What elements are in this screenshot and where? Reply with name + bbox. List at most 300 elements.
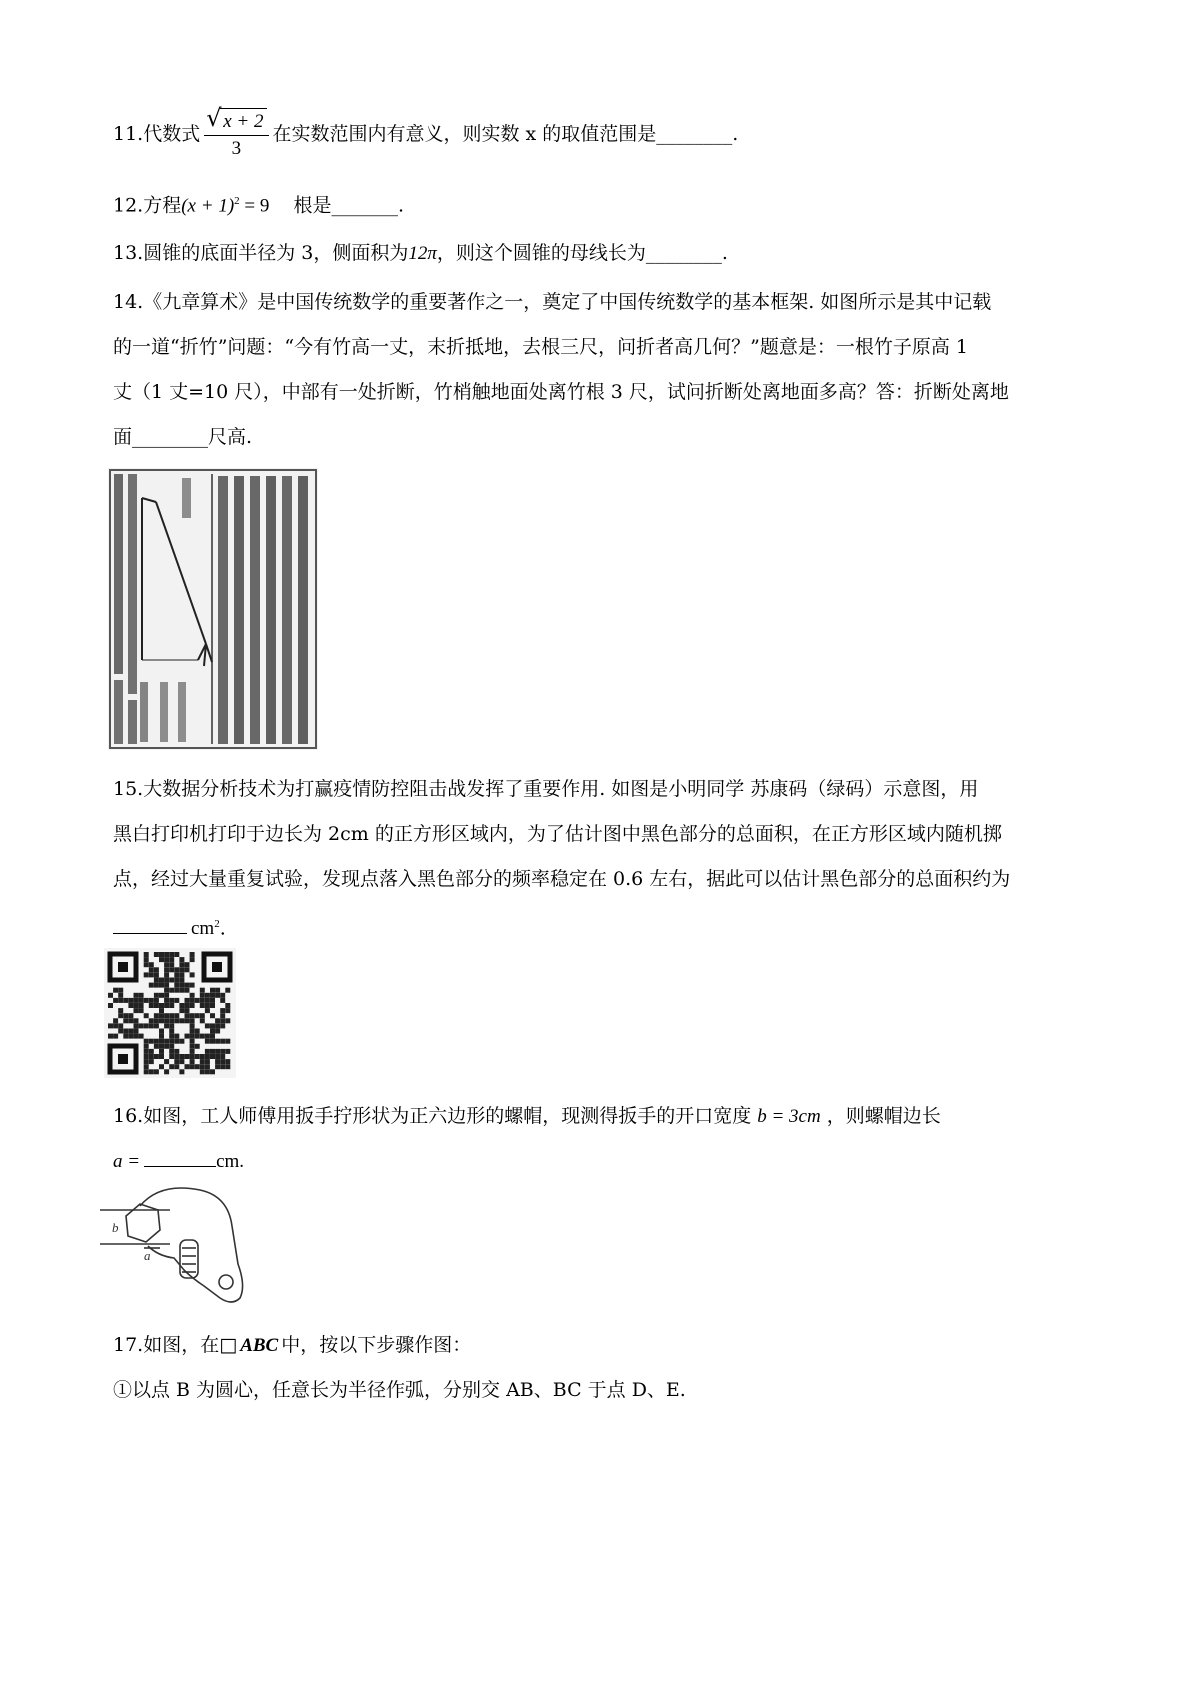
qr-module bbox=[210, 1054, 215, 1059]
qr-module bbox=[154, 1069, 159, 1074]
qr-module bbox=[128, 1018, 133, 1023]
q15-line-4: $cm^2$. bbox=[113, 902, 1103, 951]
qr-module bbox=[159, 1003, 164, 1008]
wrench-label-b: b bbox=[112, 1220, 119, 1235]
qr-module bbox=[164, 1039, 169, 1044]
q12-expression: (x + 1) bbox=[181, 195, 235, 217]
qr-module bbox=[220, 1018, 225, 1023]
qr-module bbox=[174, 1054, 179, 1059]
qr-module bbox=[179, 957, 184, 962]
qr-module bbox=[220, 1054, 225, 1059]
qr-module bbox=[144, 1064, 149, 1069]
qr-module bbox=[185, 1003, 190, 1008]
q13-suffix: ，则这个圆锥的母线长为________. bbox=[436, 242, 728, 264]
qr-module bbox=[149, 998, 154, 1003]
qr-module bbox=[169, 967, 174, 972]
qr-module bbox=[164, 1069, 169, 1074]
qr-module bbox=[215, 993, 220, 998]
qr-module bbox=[159, 952, 164, 957]
qr-module bbox=[174, 988, 179, 993]
qr-module bbox=[220, 1013, 225, 1018]
qr-module bbox=[139, 998, 144, 1003]
q14-line-2: 的一道“折竹”问题：“今有竹高一丈，末折抵地，去根三尺，问折者高几何？”题意是：一根竹子原高 1 bbox=[113, 336, 968, 358]
qr-module bbox=[139, 993, 144, 998]
qr-module bbox=[179, 1069, 184, 1074]
qr-module bbox=[164, 1044, 169, 1049]
qr-module bbox=[113, 988, 118, 993]
qr-module bbox=[225, 1008, 230, 1013]
bamboo-book-figure bbox=[108, 468, 318, 750]
qr-module bbox=[210, 1029, 215, 1034]
qr-module bbox=[190, 993, 195, 998]
qr-module bbox=[149, 983, 154, 988]
qr-module bbox=[134, 993, 139, 998]
qr-module bbox=[154, 998, 159, 1003]
qr-module bbox=[139, 1008, 144, 1013]
qr-module bbox=[174, 978, 179, 983]
qr-module bbox=[174, 1034, 179, 1039]
qr-module bbox=[195, 1029, 200, 1034]
qr-module bbox=[164, 988, 169, 993]
qr-module bbox=[225, 1003, 230, 1008]
qr-module bbox=[190, 952, 195, 957]
qr-module bbox=[169, 1044, 174, 1049]
qr-module bbox=[200, 1034, 205, 1039]
qr-module bbox=[205, 1003, 210, 1008]
qr-module bbox=[195, 1034, 200, 1039]
q16-line-1: 16.如图，工人师傅用扳手拧形状为正六边形的螺帽，现测得扳手的开口宽度 b = 3cm ，则螺帽边长 bbox=[113, 1105, 941, 1127]
qr-module bbox=[220, 1039, 225, 1044]
qr-module bbox=[215, 1054, 220, 1059]
qr-module bbox=[154, 1013, 159, 1018]
qr-module bbox=[215, 1064, 220, 1069]
qr-module bbox=[144, 952, 149, 957]
q16-b-expression: b = 3cm bbox=[757, 1106, 821, 1127]
question-14 bbox=[113, 280, 1103, 460]
qr-module bbox=[154, 1023, 159, 1028]
qr-module bbox=[159, 957, 164, 962]
q15-number: 15. bbox=[113, 778, 144, 800]
qr-module bbox=[190, 972, 195, 977]
qr-module bbox=[169, 1049, 174, 1054]
qr-module bbox=[134, 1034, 139, 1039]
qr-module bbox=[200, 993, 205, 998]
qr-module bbox=[118, 988, 123, 993]
qr-module bbox=[210, 993, 215, 998]
qr-module bbox=[220, 1023, 225, 1028]
qr-module bbox=[159, 1018, 164, 1023]
qr-module bbox=[174, 998, 179, 1003]
qr-module bbox=[195, 1013, 200, 1018]
qr-module bbox=[144, 1013, 149, 1018]
qr-module bbox=[108, 1023, 113, 1028]
qr-module bbox=[220, 1064, 225, 1069]
qr-module bbox=[200, 1018, 205, 1023]
qr-module bbox=[154, 1044, 159, 1049]
qr-module bbox=[220, 993, 225, 998]
qr-module bbox=[159, 1013, 164, 1018]
qr-module bbox=[169, 1039, 174, 1044]
qr-module bbox=[123, 1029, 128, 1034]
qr-module bbox=[144, 1044, 149, 1049]
qr-module bbox=[134, 1029, 139, 1034]
qr-module bbox=[174, 1018, 179, 1023]
qr-module bbox=[190, 1054, 195, 1059]
q12-exponent: 2 bbox=[234, 195, 240, 207]
qr-module bbox=[215, 1023, 220, 1028]
qr-module bbox=[179, 1008, 184, 1013]
qr-module bbox=[169, 962, 174, 967]
qr-module bbox=[220, 998, 225, 1003]
qr-module bbox=[154, 983, 159, 988]
q14-line-1: 14.《九章算术》是中国传统数学的重要著作之一，奠定了中国传统数学的基本框架. 如图所示是其中记载 bbox=[113, 291, 992, 313]
qr-module bbox=[215, 1018, 220, 1023]
qr-module bbox=[164, 983, 169, 988]
qr-module bbox=[144, 1054, 149, 1059]
q11-fraction bbox=[204, 104, 268, 162]
qr-module bbox=[174, 1059, 179, 1064]
qr-module bbox=[128, 1003, 133, 1008]
qr-module bbox=[108, 993, 113, 998]
qr-module bbox=[123, 998, 128, 1003]
qr-module bbox=[179, 988, 184, 993]
qr-module bbox=[164, 962, 169, 967]
q12-suffix: 根是_______. bbox=[269, 194, 405, 217]
qr-module bbox=[144, 957, 149, 962]
qr-module bbox=[108, 1034, 113, 1039]
qr-module bbox=[200, 1054, 205, 1059]
qr-module bbox=[113, 1023, 118, 1028]
qr-module bbox=[225, 1039, 230, 1044]
qr-module bbox=[134, 1003, 139, 1008]
qr-module bbox=[154, 1054, 159, 1059]
qr-module bbox=[215, 1059, 220, 1064]
q11-sqrt: √ x + 2 bbox=[206, 108, 266, 135]
qr-module bbox=[185, 1064, 190, 1069]
question-17 bbox=[113, 1323, 1103, 1413]
qr-module bbox=[220, 1008, 225, 1013]
qr-module bbox=[118, 1023, 123, 1028]
qr-module bbox=[128, 998, 133, 1003]
qr-module bbox=[164, 993, 169, 998]
qr-module bbox=[164, 1013, 169, 1018]
qr-module bbox=[159, 1054, 164, 1059]
qr-module bbox=[159, 993, 164, 998]
qr-module bbox=[185, 967, 190, 972]
qr-module bbox=[179, 967, 184, 972]
qr-module bbox=[190, 1064, 195, 1069]
qr-module bbox=[149, 1049, 154, 1054]
qr-module bbox=[149, 1023, 154, 1028]
qr-module bbox=[179, 972, 184, 977]
qr-module bbox=[215, 988, 220, 993]
qr-module bbox=[139, 1034, 144, 1039]
qr-module bbox=[159, 1008, 164, 1013]
qr-module bbox=[205, 1054, 210, 1059]
qr-module bbox=[159, 983, 164, 988]
qr-module bbox=[134, 1008, 139, 1013]
qr-module bbox=[200, 1003, 205, 1008]
qr-module bbox=[164, 1018, 169, 1023]
qr-module bbox=[185, 1034, 190, 1039]
qr-module bbox=[200, 988, 205, 993]
qr-module bbox=[154, 952, 159, 957]
qr-module bbox=[164, 1059, 169, 1064]
qr-module bbox=[149, 1018, 154, 1023]
qr-module bbox=[185, 962, 190, 967]
qr-module bbox=[190, 1013, 195, 1018]
qr-module bbox=[205, 1023, 210, 1028]
qr-module bbox=[210, 988, 215, 993]
qr-module bbox=[159, 1034, 164, 1039]
qr-module bbox=[210, 1039, 215, 1044]
qr-module bbox=[174, 972, 179, 977]
q12-prefix: 方程 bbox=[143, 194, 182, 217]
qr-module bbox=[118, 1029, 123, 1034]
qr-module bbox=[179, 1039, 184, 1044]
qr-module bbox=[190, 1039, 195, 1044]
qr-module bbox=[190, 1029, 195, 1034]
qr-module bbox=[205, 993, 210, 998]
q13-number: 13. bbox=[113, 242, 144, 264]
qr-module bbox=[169, 1018, 174, 1023]
qr-module bbox=[154, 1039, 159, 1044]
qr-module bbox=[205, 1059, 210, 1064]
qr-module bbox=[144, 1023, 149, 1028]
qr-module bbox=[205, 1069, 210, 1074]
qr-module bbox=[154, 972, 159, 977]
qr-module bbox=[174, 983, 179, 988]
qr-module bbox=[190, 998, 195, 1003]
qr-module bbox=[185, 1018, 190, 1023]
qr-module bbox=[149, 1069, 154, 1074]
qr-module bbox=[169, 988, 174, 993]
q17-triangle-glyph: □ bbox=[219, 1334, 238, 1356]
qr-module bbox=[190, 1044, 195, 1049]
qr-module bbox=[179, 962, 184, 967]
qr-module bbox=[195, 1064, 200, 1069]
qr-module bbox=[149, 972, 154, 977]
q15-line-1: 15.大数据分析技术为打赢疫情防控阻击战发挥了重要作用. 如图是小明同学 苏康码（绿码）示意图，用 bbox=[113, 778, 979, 800]
qr-module bbox=[190, 1034, 195, 1039]
q14-line-3: 丈（1 丈=10 尺），中部有一处折断，竹梢触地面处离竹根 3 尺，试问折断处离地面多高？答：折断处离地 bbox=[113, 381, 1009, 403]
wrench-label-a: a bbox=[144, 1248, 151, 1263]
qr-module bbox=[210, 1023, 215, 1028]
qr-module bbox=[185, 988, 190, 993]
qr-module bbox=[205, 1064, 210, 1069]
qr-module bbox=[154, 1003, 159, 1008]
qr-module bbox=[149, 1059, 154, 1064]
qr-module bbox=[169, 1013, 174, 1018]
qr-module bbox=[205, 1034, 210, 1039]
question-11 bbox=[113, 104, 1103, 162]
qr-module bbox=[179, 978, 184, 983]
q16-number: 16. bbox=[113, 1105, 144, 1127]
q11-denominator: 3 bbox=[231, 138, 242, 159]
qr-module bbox=[154, 967, 159, 972]
qr-module bbox=[174, 1039, 179, 1044]
qr-module bbox=[169, 1003, 174, 1008]
qr-module bbox=[200, 1064, 205, 1069]
q11-number: 11. bbox=[113, 123, 144, 145]
qr-module bbox=[185, 998, 190, 1003]
qr-module bbox=[113, 1034, 118, 1039]
qr-module bbox=[164, 1003, 169, 1008]
qr-module bbox=[225, 1018, 230, 1023]
qr-module bbox=[185, 1054, 190, 1059]
qr-module bbox=[169, 1034, 174, 1039]
qr-module bbox=[195, 1054, 200, 1059]
q16-answer-blank bbox=[144, 1148, 216, 1167]
q14-number: 14. bbox=[113, 291, 144, 313]
qr-module bbox=[149, 967, 154, 972]
q12-rhs: = 9 bbox=[239, 195, 270, 217]
qr-module bbox=[215, 1029, 220, 1034]
q11-radicand: x + 2 bbox=[220, 108, 266, 135]
q12-number: 12. bbox=[113, 194, 144, 217]
question-13 bbox=[113, 232, 1103, 275]
qr-module bbox=[149, 1003, 154, 1008]
q16-a-label: a = bbox=[113, 1151, 141, 1172]
qr-module bbox=[190, 1023, 195, 1028]
qr-module bbox=[144, 1049, 149, 1054]
qr-module bbox=[139, 1003, 144, 1008]
qr-module bbox=[159, 1039, 164, 1044]
qr-module bbox=[174, 967, 179, 972]
qr-module bbox=[159, 1049, 164, 1054]
qr-module bbox=[113, 998, 118, 1003]
q16-line-2: a = cm. bbox=[113, 1139, 1103, 1184]
qr-module bbox=[149, 1054, 154, 1059]
qr-module bbox=[154, 978, 159, 983]
qr-module bbox=[123, 1034, 128, 1039]
qr-module bbox=[169, 952, 174, 957]
qr-module bbox=[174, 1049, 179, 1054]
qr-module bbox=[185, 983, 190, 988]
qr-module bbox=[164, 1023, 169, 1028]
qr-module bbox=[159, 978, 164, 983]
qr-module bbox=[179, 1003, 184, 1008]
qr-module bbox=[118, 998, 123, 1003]
qr-module bbox=[164, 967, 169, 972]
qr-module bbox=[134, 998, 139, 1003]
qr-module bbox=[174, 1064, 179, 1069]
q15-answer-blank bbox=[113, 915, 187, 934]
qr-module bbox=[134, 1023, 139, 1028]
qr-module bbox=[174, 1013, 179, 1018]
qr-module bbox=[154, 993, 159, 998]
qr-module bbox=[174, 952, 179, 957]
qr-module bbox=[108, 1003, 113, 1008]
qr-module bbox=[118, 1008, 123, 1013]
q15-line-2: 黑白打印机打印于边长为 2cm 的正方形区域内，为了估计图中黑色部分的总面积，在正方形区域内随机掷 bbox=[113, 823, 1002, 845]
qr-module bbox=[169, 998, 174, 1003]
qr-module bbox=[210, 1049, 215, 1054]
qr-module bbox=[225, 988, 230, 993]
qr-module bbox=[164, 998, 169, 1003]
qr-module bbox=[205, 1049, 210, 1054]
qr-module bbox=[185, 1008, 190, 1013]
qr-module bbox=[169, 978, 174, 983]
qr-module bbox=[210, 1013, 215, 1018]
qr-module bbox=[149, 962, 154, 967]
qr-module bbox=[195, 998, 200, 1003]
qr-module bbox=[190, 957, 195, 962]
qr-module bbox=[149, 1039, 154, 1044]
qr-module bbox=[118, 993, 123, 998]
qr-module bbox=[128, 1013, 133, 1018]
qr-module bbox=[210, 1069, 215, 1074]
qr-module bbox=[164, 972, 169, 977]
q15-line-3: 点，经过大量重复试验，发现点落入黑色部分的频率稳定在 0.6 左右，据此可以估计黑色部分的总面积约为 bbox=[113, 868, 1011, 890]
qr-module bbox=[159, 1044, 164, 1049]
qr-module bbox=[164, 952, 169, 957]
qr-module bbox=[185, 1013, 190, 1018]
wrench-figure bbox=[100, 1186, 252, 1306]
q17-number: 17. bbox=[113, 1334, 144, 1356]
qr-module bbox=[190, 1049, 195, 1054]
qr-module bbox=[144, 1039, 149, 1044]
qr-module bbox=[205, 1039, 210, 1044]
qr-module bbox=[200, 1069, 205, 1074]
qr-module bbox=[225, 1059, 230, 1064]
qr-module bbox=[123, 1013, 128, 1018]
qr-module bbox=[225, 1049, 230, 1054]
qr-module bbox=[210, 1034, 215, 1039]
qr-module bbox=[169, 1029, 174, 1034]
qr-module bbox=[144, 1059, 149, 1064]
qr-module bbox=[225, 1064, 230, 1069]
q13-value: 12π bbox=[408, 243, 437, 264]
qr-module bbox=[179, 1054, 184, 1059]
qr-module bbox=[118, 1013, 123, 1018]
qr-module bbox=[169, 1023, 174, 1028]
qr-module bbox=[128, 1034, 133, 1039]
q14-line-4: 面________尺高. bbox=[113, 426, 253, 448]
question-15 bbox=[113, 767, 1103, 951]
q17-abc: ABC bbox=[240, 1335, 279, 1356]
q11-prefix: 代数式 bbox=[143, 123, 201, 145]
qr-module bbox=[179, 1018, 184, 1023]
qr-module bbox=[200, 998, 205, 1003]
qr-module bbox=[200, 1013, 205, 1018]
qr-module bbox=[144, 1069, 149, 1074]
qr-module bbox=[159, 1064, 164, 1069]
qr-module bbox=[220, 1049, 225, 1054]
qr-module bbox=[190, 1003, 195, 1008]
qr-module bbox=[215, 1039, 220, 1044]
qr-module bbox=[169, 1064, 174, 1069]
qr-module bbox=[144, 972, 149, 977]
qr-module bbox=[179, 983, 184, 988]
qr-module bbox=[195, 1044, 200, 1049]
question-12 bbox=[113, 180, 1103, 227]
qr-module bbox=[190, 1018, 195, 1023]
qr-module bbox=[179, 1059, 184, 1064]
q17-step-1: ①以点 B 为圆心，任意长为半径作弧，分别交 AB、BC 于点 D、E. bbox=[113, 1379, 686, 1401]
qr-module bbox=[215, 1049, 220, 1054]
q13-prefix: 圆锥的底面半径为 3，侧面积为 bbox=[143, 242, 409, 264]
qr-module bbox=[190, 983, 195, 988]
qr-module bbox=[154, 1018, 159, 1023]
qr-module bbox=[123, 1018, 128, 1023]
qr-module bbox=[139, 1023, 144, 1028]
qr-module bbox=[134, 1018, 139, 1023]
qr-module bbox=[128, 1029, 133, 1034]
qr-module bbox=[164, 978, 169, 983]
qr-module bbox=[205, 1008, 210, 1013]
qr-module bbox=[164, 957, 169, 962]
